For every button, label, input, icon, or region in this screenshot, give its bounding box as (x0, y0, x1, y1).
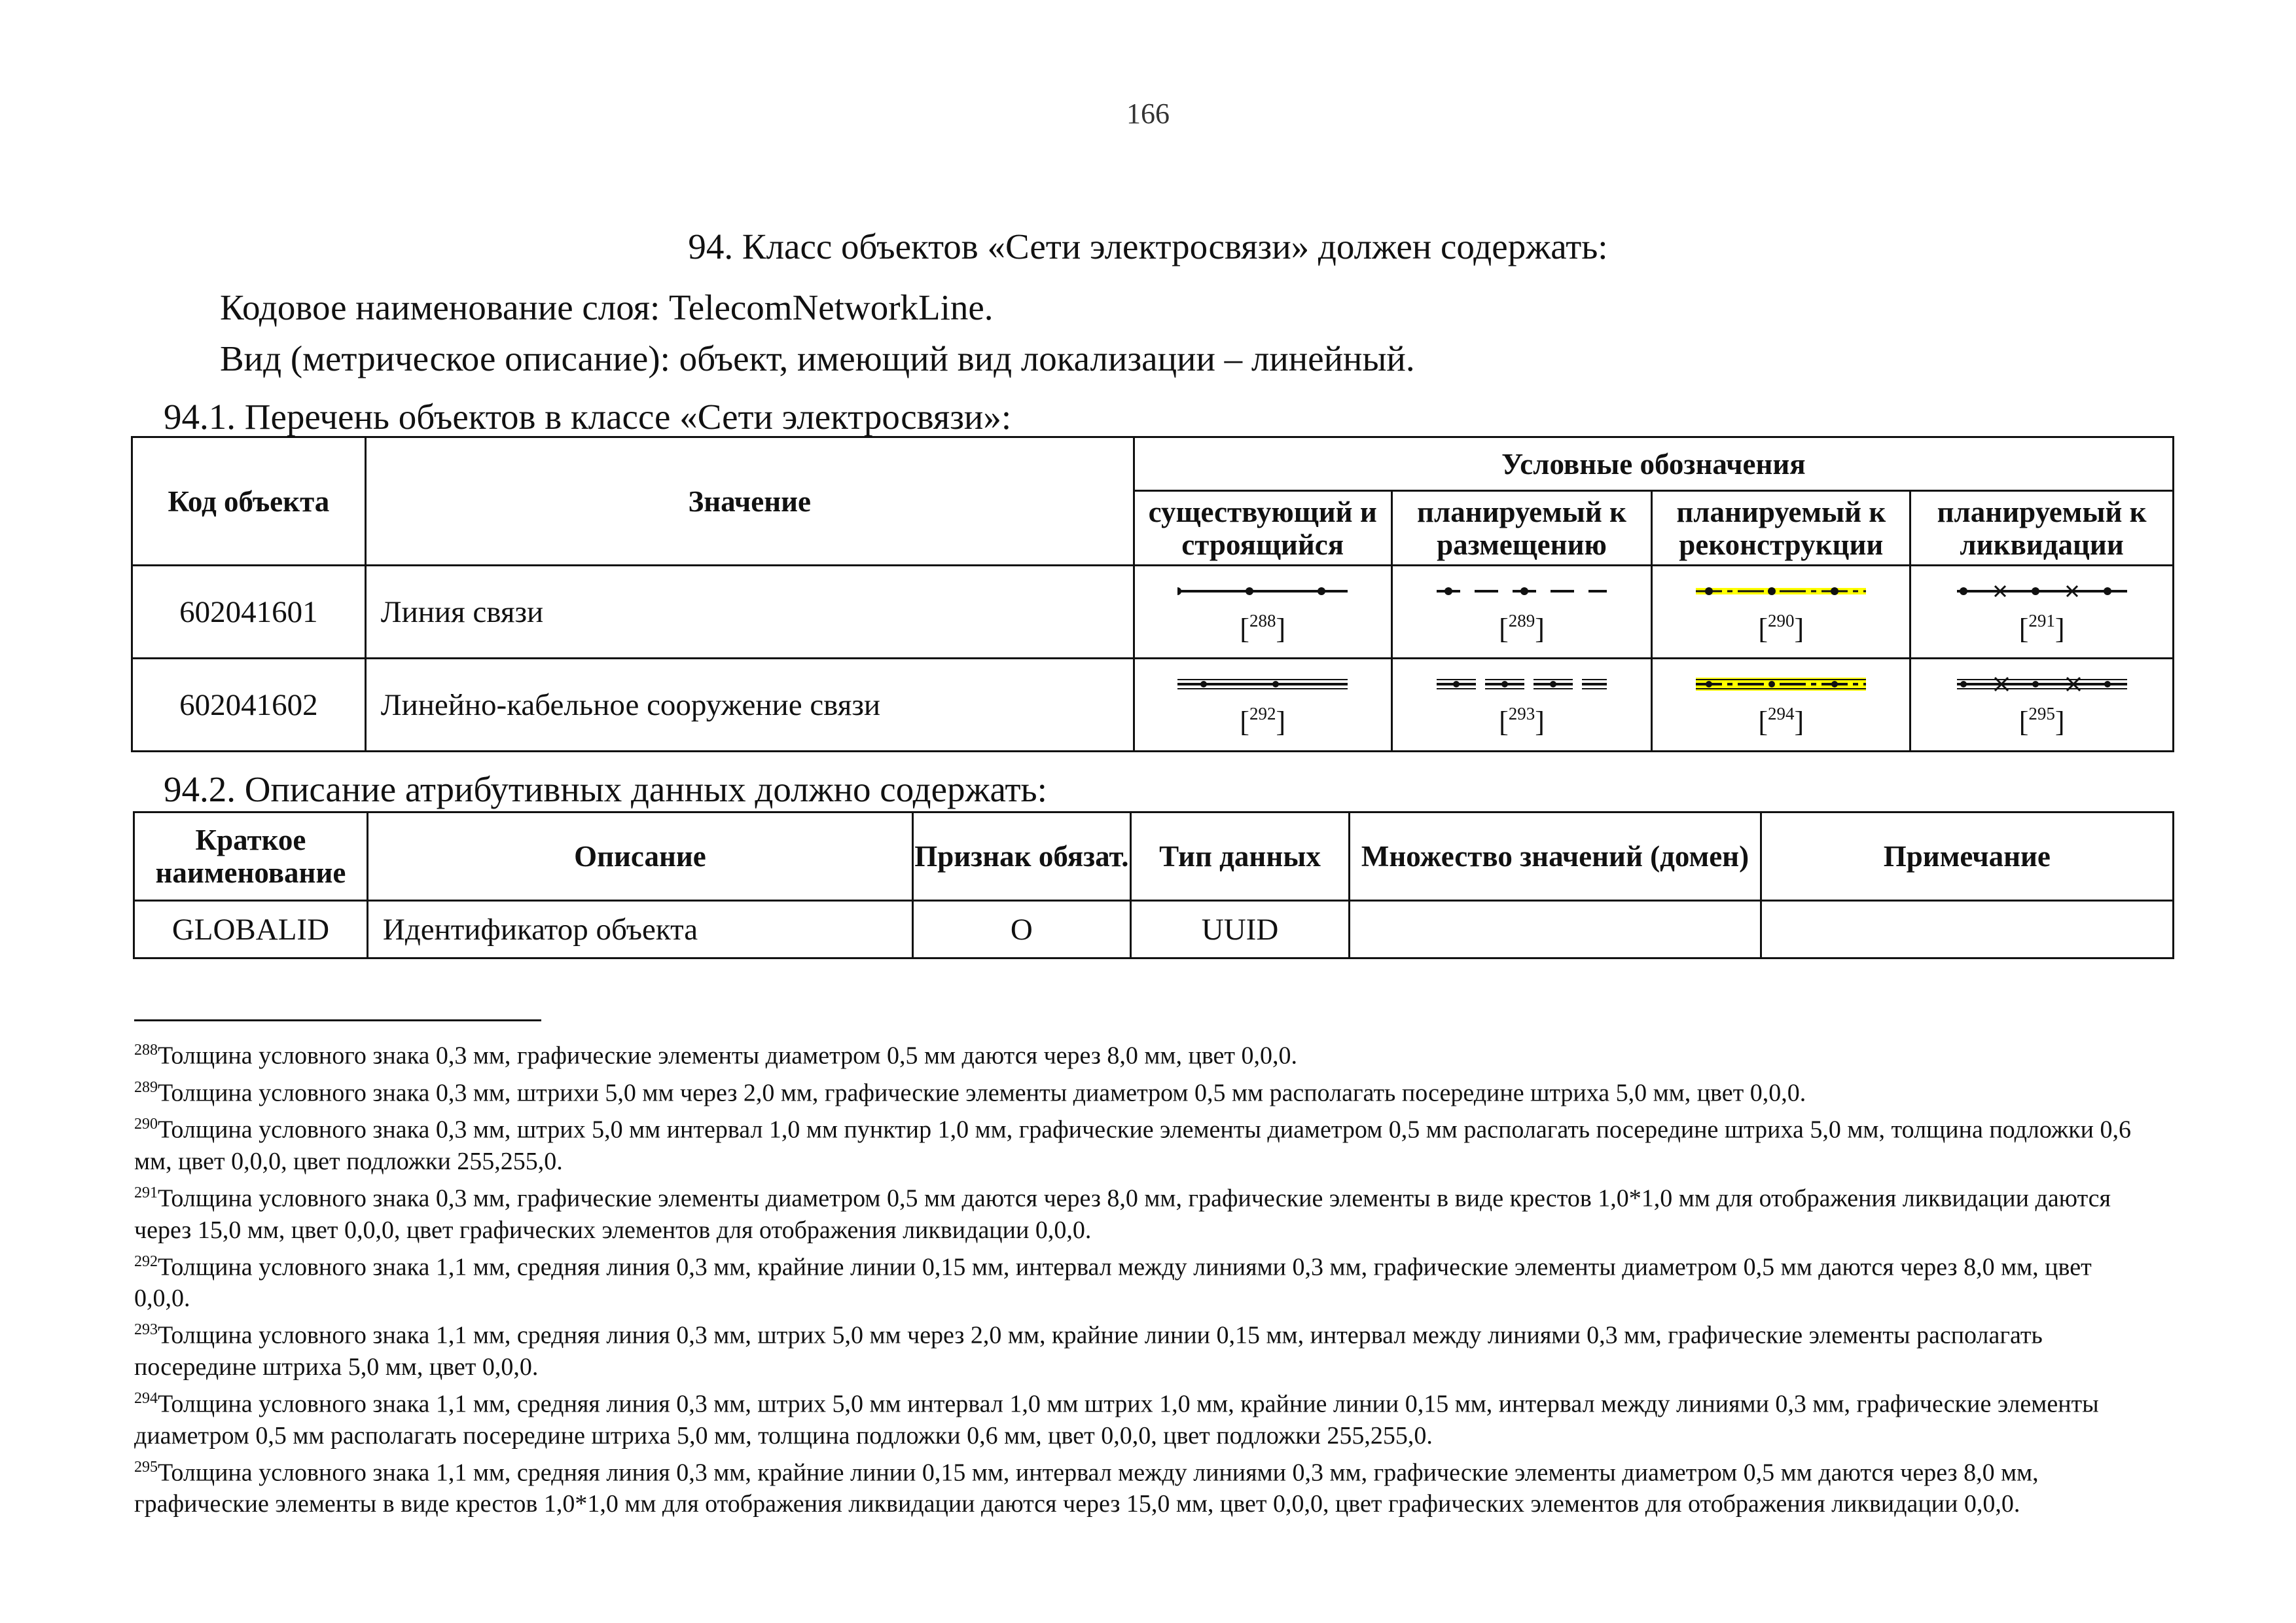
footnote-ref: [$^{294}$] (1758, 703, 1804, 738)
symbol-cell-planned-rebuild (1652, 659, 1910, 752)
symbol-cell-existing (1134, 566, 1391, 659)
attributes-heading: 94.2. Описание атрибутивных данных должно содержать: (164, 769, 1047, 809)
cable-symbol-substrate-icon (1696, 676, 1866, 692)
footnote-separator (134, 1019, 541, 1021)
header-data-type: Тип данных (1130, 812, 1350, 901)
footnote: $^{292}$Толщина условного знака 1,1 мм, средняя линия 0,3 мм, крайние линии 0,15 мм, интервал между линиями 0,3 мм, графические элементы диаметром 0,5 мм даются через 8,0 мм, цвет 0,0,0. (134, 1252, 2092, 1313)
attr-data-type: UUID (1130, 901, 1350, 958)
symbol-cell-planned-place (1391, 566, 1652, 659)
symbol-cell-planned-liquidation (1910, 566, 2174, 659)
footnote: $^{288}$Толщина условного знака 0,3 мм, графические элементы диаметром 0,5 мм даются через 8,0 мм, цвет 0,0,0. (134, 1042, 1298, 1070)
footnote-ref: [$^{291}$] (2018, 610, 2065, 645)
line-symbol-substrate-icon (1696, 583, 1866, 599)
footnote-ref: [$^{289}$] (1499, 610, 1545, 645)
objects-table (131, 436, 2174, 752)
section-title: 94. Класс объектов «Сети электросвязи» должен содержать: (688, 227, 1608, 266)
layer-code-line: Кодовое наименование слоя: TelecomNetworkLine. (220, 287, 994, 327)
attr-short-name: GLOBALID (134, 901, 368, 958)
header-description: Описание (367, 812, 912, 901)
footnote-ref: [$^{292}$] (1240, 703, 1286, 738)
attr-note (1761, 901, 2173, 958)
cable-symbol-crossed-icon (1957, 676, 2127, 692)
header-planned-liquidation: планируемый к ликвидации (1910, 491, 2174, 566)
line-symbol-crossed-icon (1957, 583, 2127, 599)
table-row (132, 566, 2174, 659)
object-code: 602041601 (132, 566, 366, 659)
symbol-cell-existing (1134, 659, 1391, 752)
header-short-name: Краткое наименование (134, 812, 368, 901)
cable-symbol-solid-icon (1177, 676, 1348, 692)
footnote: $^{295}$Толщина условного знака 1,1 мм, средняя линия 0,3 мм, крайние линии 0,15 мм, интервал между линиями 0,3 мм, графические элементы диаметром 0,5 мм даются через 8,0 мм, графические элементы в виде крестов 1,0*1,0 мм для отображения ликвидации даются через 15,0 мм, цвет 0,0,0, цвет графических элементов для отображения ликвидации 0,0,0. (134, 1458, 2039, 1518)
object-meaning: Линейно-кабельное сооружение связи (365, 659, 1134, 752)
line-symbol-dashed-icon (1437, 583, 1607, 599)
cable-symbol-dashed-icon (1437, 676, 1607, 692)
footnote-ref: [$^{295}$] (2018, 703, 2065, 738)
footnote-ref: [$^{288}$] (1240, 610, 1286, 645)
footnote-ref: [$^{290}$] (1758, 610, 1804, 645)
attr-required: О (912, 901, 1130, 958)
footnotes (134, 1034, 2144, 1520)
attributes-table (133, 811, 2174, 959)
footnote: $^{293}$Толщина условного знака 1,1 мм, средняя линия 0,3 мм, штрих 5,0 мм через 2,0 мм, крайние линии 0,15 мм, интервал между линиями 0,3 мм, графические элементы располагать посередине штриха 5,0 мм, цвет 0,0,0. (134, 1321, 2043, 1381)
table-row (134, 901, 2174, 958)
footnote: $^{289}$Толщина условного знака 0,3 мм, штрихи 5,0 мм через 2,0 мм, графические элементы диаметром 0,5 мм располагать посередине штриха 5,0 мм, цвет 0,0,0. (134, 1078, 1806, 1107)
view-line: Вид (метрическое описание): объект, имеющий вид локализации – линейный. (220, 338, 1415, 378)
page-number: 166 (1126, 98, 1170, 130)
header-symbols-group: Условные обозначения (1134, 437, 2173, 491)
header-planned-place: планируемый к размещению (1391, 491, 1652, 566)
object-code: 602041602 (132, 659, 366, 752)
header-planned-rebuild: планируемый к реконструкции (1652, 491, 1910, 566)
symbol-cell-planned-liquidation (1910, 659, 2174, 752)
footnote: $^{294}$Толщина условного знака 1,1 мм, средняя линия 0,3 мм, штрих 5,0 мм интервал 1,0 мм штрих 1,0 мм, крайние линии 0,15 мм, интервал между линиями 0,3 мм, графические элементы диаметром 0,5 мм располагать посередине штриха 5,0 мм, толщина подложки 0,6 мм, цвет 0,0,0, цвет подложки 255,255,0. (134, 1389, 2099, 1450)
header-meaning: Значение (365, 437, 1134, 566)
header-note: Примечание (1761, 812, 2173, 901)
line-symbol-solid-icon (1177, 583, 1348, 599)
header-code: Код объекта (132, 437, 366, 566)
attr-description: Идентификатор объекта (367, 901, 912, 958)
footnote: $^{290}$Толщина условного знака 0,3 мм, штрих 5,0 мм интервал 1,0 мм пунктир 1,0 мм, графические элементы диаметром 0,5 мм располагать посередине штриха 5,0 мм, толщина подложки 0,6 мм, цвет 0,0,0, цвет подложки 255,255,0. (134, 1116, 2131, 1175)
header-required: Признак обязат. (912, 812, 1130, 901)
symbol-cell-planned-place (1391, 659, 1652, 752)
table-row (132, 659, 2174, 752)
attr-domain (1350, 901, 1761, 958)
object-meaning: Линия связи (365, 566, 1134, 659)
list-heading: 94.1. Перечень объектов в классе «Сети электросвязи»: (164, 397, 1012, 437)
footnote: $^{291}$Толщина условного знака 0,3 мм, графические элементы диаметром 0,5 мм даются через 8,0 мм, графические элементы в виде крестов 1,0*1,0 мм для отображения ликвидации даются через 15,0 мм, цвет 0,0,0, цвет графических элементов для отображения ликвидации 0,0,0. (134, 1184, 2111, 1244)
footnote-ref: [$^{293}$] (1499, 703, 1545, 738)
symbol-cell-planned-rebuild (1652, 566, 1910, 659)
header-domain: Множество значений (домен) (1350, 812, 1761, 901)
header-existing: существующий и строящийся (1134, 491, 1391, 566)
